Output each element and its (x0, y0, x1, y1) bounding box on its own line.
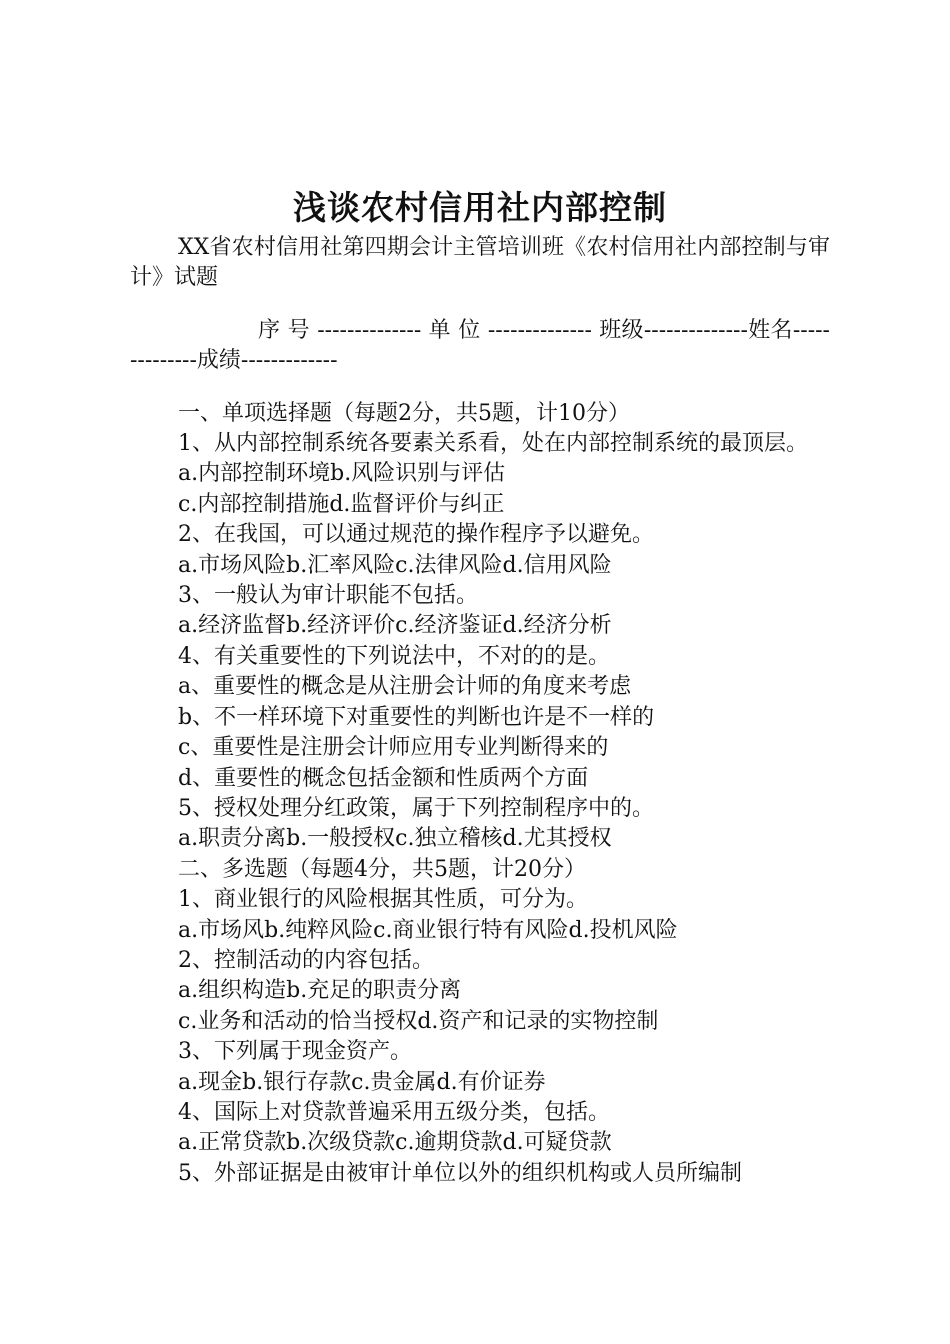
s2-q2-stem: 2、控制活动的内容包括。 (178, 947, 434, 973)
s1-q1-option: a.内部控制环境b.风险识别与评估 (178, 461, 506, 487)
s1-q2-option: a.市场风险b.汇率风险c.法律风险d.信用风险 (178, 552, 612, 578)
s1-q4-option: b、不一样环境下对重要性的判断也许是不一样的 (178, 704, 655, 730)
s1-q5-option: a.职责分离b.一般授权c.独立稽核d.尤其授权 (178, 826, 612, 852)
s2-q1-option: a.市场风b.纯粹风险c.商业银行特有风险d.投机风险 (178, 917, 678, 943)
s1-q3-option: a.经济监督b.经济评价c.经济鉴证d.经济分析 (178, 613, 612, 639)
s1-q1-stem: 1、从内部控制系统各要素关系看，处在内部控制系统的最顶层。 (178, 431, 808, 457)
section1-heading: 一、单项选择题（每题2分，共5题，计10分） (178, 400, 630, 426)
s1-q5-stem: 5、授权处理分红政策，属于下列控制程序中的。 (178, 795, 654, 821)
s2-q2-option: c.业务和活动的恰当授权d.资产和记录的实物控制 (178, 1008, 659, 1034)
section2-heading: 二、多选题（每题4分，共5题，计20分） (178, 856, 586, 882)
s2-q5-stem: 5、外部证据是由被审计单位以外的组织机构或人员所编制 (178, 1160, 742, 1186)
s1-q2-stem: 2、在我国，可以通过规范的操作程序予以避免。 (178, 522, 654, 548)
s1-q4-option: c、重要性是注册会计师应用专业判断得来的 (178, 735, 609, 761)
s2-q2-option: a.组织构造b.充足的职责分离 (178, 978, 462, 1004)
document-title: 浅谈农村信用社内部控制 (293, 188, 667, 227)
s2-q3-option: a.现金b.银行存款c.贵金属d.有价证券 (178, 1069, 546, 1095)
s2-q1-stem: 1、商业银行的风险根据其性质，可分为。 (178, 887, 588, 913)
s1-q4-option: d、重要性的概念包括金额和性质两个方面 (178, 765, 589, 791)
s1-q3-stem: 3、一般认为审计职能不包括。 (178, 583, 478, 609)
s1-q1-option: c.内部控制措施d.监督评价与纠正 (178, 491, 505, 517)
exam-info-fields: 序 号 -------------- 单 位 -------------- 班级--------------姓名--------------成绩------------- (130, 317, 830, 374)
s2-q3-stem: 3、下列属于现金资产。 (178, 1039, 412, 1065)
s1-q4-option: a、重要性的概念是从注册会计师的角度来考虑 (178, 674, 632, 700)
s2-q4-stem: 4、国际上对贷款普遍采用五级分类，包括。 (178, 1099, 610, 1125)
s2-q4-option: a.正常贷款b.次级贷款c.逾期贷款d.可疑贷款 (178, 1130, 612, 1156)
exam-subtitle: XX省农村信用社第四期会计主管培训班《农村信用社内部控制与审计》试题 (130, 235, 830, 291)
document-page (130, 183, 830, 1189)
s1-q4-stem: 4、有关重要性的下列说法中，不对的的是。 (178, 643, 610, 669)
